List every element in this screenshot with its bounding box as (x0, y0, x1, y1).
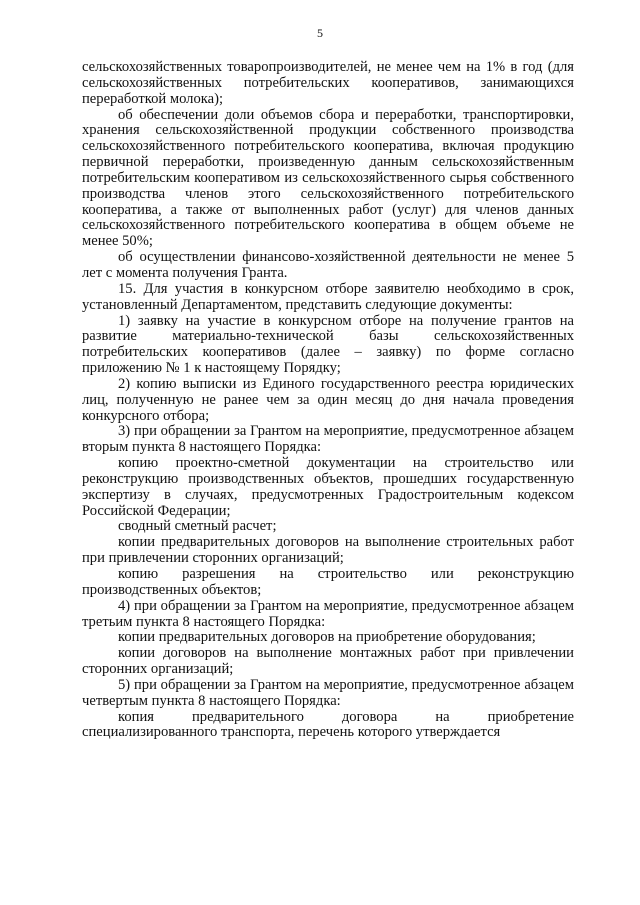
paragraph: 2) копию выписки из Единого государственного реестра юридических лиц, полученную не ранее чем за один месяц до дня начала проведения конкурсного отбора; (82, 375, 574, 424)
paragraph: 15. Для участия в конкурсном отборе заявителю необходимо в срок, установленный Департаментом, представить следующие документы: (82, 280, 574, 313)
paragraph: 4) при обращении за Грантом на мероприятие, предусмотренное абзацем третьим пункта 8 настоящего Порядка: (82, 597, 574, 630)
paragraph: копия предварительного договора на приобретение специализированного транспорта, перечень которого утверждается (82, 708, 574, 741)
paragraph: копии предварительных договоров на приобретение оборудования; (118, 629, 536, 646)
paragraph: об осуществлении финансово-хозяйственной деятельности не менее 5 лет с момента получения Гранта. (82, 249, 574, 281)
document-body (82, 60, 574, 741)
paragraph: копию проектно-сметной документации на строительство или реконструкцию производственных объектов, прошедших государственную экспертизу в случаях, предусмотренных Градостроительным кодексом Российской Федерации; (82, 455, 574, 519)
paragraph: об обеспечении доли объемов сбора и переработки, транспортировки, хранения сельскохозяйственной продукции собственного производства сельскохозяйственного потребительского кооператива, включая продукцию первичной переработки, произведенную данным сельскохозяйственным потребительским кооперативом из сельскохозяйственного сырья собственного производства членов этого сельскохозяйственного потребительского кооператива, а также от выполненных работ (услуг) для членов данных сельскохозяйственного потребительского кооператива в общем объеме не менее 50%; (82, 106, 574, 250)
paragraph: копии предварительных договоров на выполнение строительных работ при привлечении сторонних организаций; (82, 534, 574, 567)
paragraph: сельскохозяйственных товаропроизводителей, не менее чем на 1% в год (для сельскохозяйственных потребительских кооперативов, занимающихся переработкой молока); (82, 59, 574, 107)
paragraph: копии договоров на выполнение монтажных работ при привлечении сторонних организаций; (82, 645, 574, 678)
paragraph: 1) заявку на участие в конкурсном отборе на получение грантов на развитие материально-технической базы сельскохозяйственных потребительских кооперативов (далее – заявку) по форме согласно приложению № 1 к настоящему Порядку; (82, 312, 574, 377)
paragraph: сводный сметный расчет; (118, 518, 277, 535)
page-number: 5 (317, 26, 323, 40)
paragraph: 3) при обращении за Грантом на мероприятие, предусмотренное абзацем вторым пункта 8 настоящего Порядка: (82, 423, 574, 456)
paragraph: 5) при обращении за Грантом на мероприятие, предусмотренное абзацем четвертым пункта 8 настоящего Порядка: (82, 676, 574, 709)
paragraph: копию разрешения на строительство или реконструкцию производственных объектов; (82, 566, 574, 598)
